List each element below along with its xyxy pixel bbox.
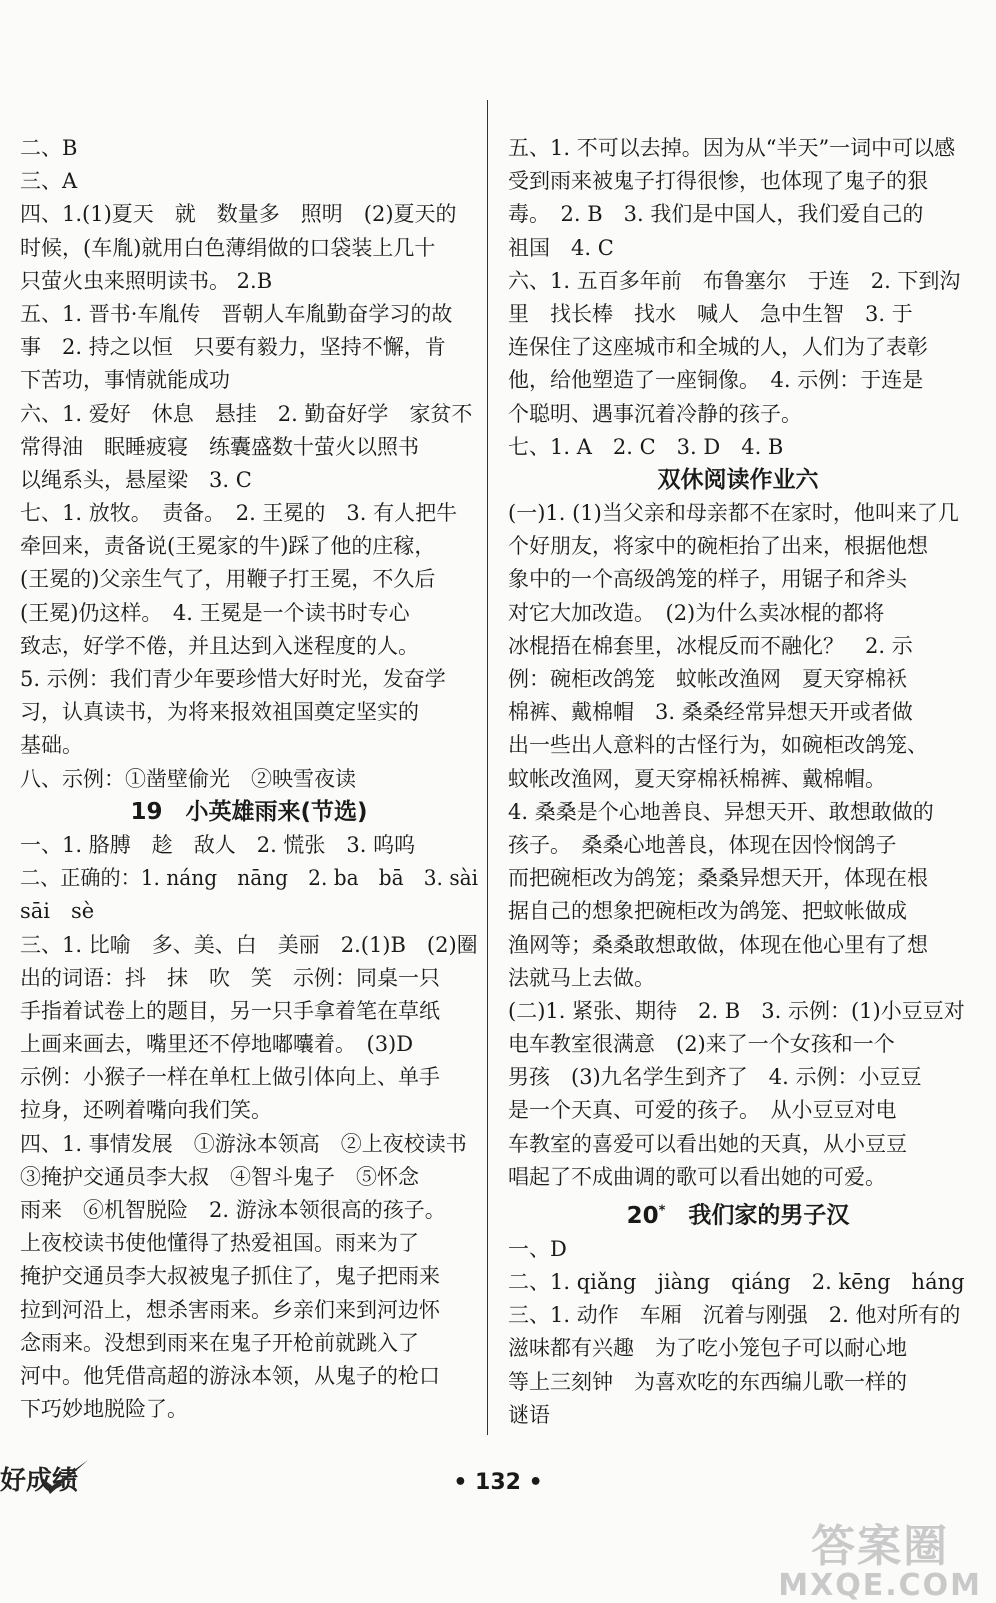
answer-line: 河中。他凭借高超的游泳本领，从鬼子的枪口 (20, 1363, 440, 1388)
answer-line: 唱起了不成曲调的歌可以看出她的可爱。 (508, 1164, 886, 1189)
answer-line: 四、1.(1)夏天 就 数量多 照明 (2)夏天的 (20, 202, 457, 227)
answer-line: 四、1. 事情发展 ①游泳本领高 ②上夜校读书 (20, 1131, 467, 1156)
answer-paragraph (20, 763, 478, 796)
answer-line: 受到雨来被鬼子打得很惨，也体现了鬼子的狠 (508, 169, 928, 194)
answer-line: 牵回来，责备说(王冕家的牛)踩了他的庄稼， (20, 534, 436, 559)
answer-line: (王冕)仍这样。 4. 王冕是一个读书时专心 (20, 600, 410, 625)
answer-line: 出的词语：抖 抹 吹 笑 示例：同桌一只 (20, 965, 440, 990)
answer-paragraph (508, 1233, 968, 1266)
answer-line: 车教室的喜爱可以看出她的天真，从小豆豆 (508, 1131, 907, 1156)
answer-line: 例：碗柜改鸽笼 蚊帐改渔网 夏天穿棉袄 (508, 667, 907, 692)
answer-line: 三、1. 动作 车厢 沉着与刚强 2. 他对所有的 (508, 1303, 961, 1328)
answer-paragraph (508, 431, 968, 464)
answer-line: 拉身，还咧着嘴向我们笑。 (20, 1098, 272, 1123)
answer-line: (二)1. 紧张、期待 2. B 3. 示例：(1)小豆豆对 (508, 998, 965, 1023)
answer-line: 他，给他塑造了一座铜像。 4. 示例：于连是 (508, 368, 924, 393)
watermark-title: 答案圈 (811, 1521, 950, 1572)
answer-line: 对它大加改造。 (2)为什么卖冰棍的都将 (508, 600, 885, 625)
answer-line: 致志，好学不倦，并且达到入迷程度的人。 (20, 633, 419, 658)
answer-line: 里 找长棒 找水 喊人 急中生智 3. 于 (508, 301, 913, 326)
answer-line: 4. 桑桑是个心地善良、异想天开、敢想敢做的 (508, 799, 934, 824)
answer-line: 二、1. qiǎng jiàng qiáng 2. kēng háng (508, 1270, 965, 1295)
answer-paragraph (20, 862, 478, 928)
answer-line: 下苦功，事情就能成功 (20, 368, 230, 393)
answer-paragraph (508, 497, 968, 995)
right-column (508, 132, 968, 1432)
answer-line: 等上三刻钟 为喜欢吃的东西编儿歌一样的 (508, 1369, 907, 1394)
answer-line: 八、示例：①凿壁偷光 ②映雪夜读 (20, 766, 356, 791)
answer-line: ③掩护交通员李大叔 ④智斗鬼子 ⑤怀念 (20, 1164, 419, 1189)
answer-line: 习，认真读书，为将来报效祖国奠定坚实的 (20, 700, 419, 725)
answer-line: 蚊帐改渔网，夏天穿棉袄棉裤、戴棉帽。 (508, 766, 886, 791)
answer-line: 据自己的想象把碗柜改为鸽笼、把蚊帐做成 (508, 899, 907, 924)
column-divider (487, 100, 488, 1435)
answer-line: 上夜校读书使他懂得了热爱祖国。雨来为了 (20, 1231, 419, 1256)
answer-line: 常得油 眠睡疲寝 练囊盛数十萤火以照书 (20, 434, 419, 459)
answer-line: 只萤火虫来照明读书。 2.B (20, 268, 273, 293)
answer-paragraph (508, 1299, 968, 1432)
answer-paragraph (20, 198, 478, 298)
answer-paragraph (508, 1266, 968, 1299)
answer-paragraph (20, 398, 478, 498)
answer-line: 上画来画去，嘴里还不停地嘟囔着。 (3)D (20, 1032, 414, 1057)
answer-paragraph (20, 165, 478, 198)
answer-line: 下巧妙地脱险了。 (20, 1397, 188, 1422)
answer-paragraph (20, 1128, 478, 1427)
answer-line: 二、正确的：1. náng nāng 2. ba bā 3. sài (20, 866, 479, 891)
answer-line: 冰棍捂在棉套里，冰棍反而不融化？ 2. 示 (508, 633, 913, 658)
answer-line: 法就马上去做。 (508, 965, 655, 990)
answer-line: 毒。 2. B 3. 我们是中国人，我们爱自己的 (508, 202, 924, 227)
answer-line: 七、1. A 2. C 3. D 4. B (508, 434, 784, 459)
section-number: 20* (626, 1202, 666, 1229)
answer-line: 七、1. 放牧。 责备。 2. 王冕的 3. 有人把牛 (20, 501, 458, 526)
answer-line: 三、1. 比喻 多、美、白 美丽 2.(1)B (2)圈 (20, 932, 478, 957)
answer-line: 滋味都有兴趣 为了吃小笼包子可以耐心地 (508, 1336, 907, 1361)
answer-line: 棉裤、戴棉帽 3. 桑桑经常异想天开或者做 (508, 700, 913, 725)
answer-paragraph (20, 132, 478, 165)
answer-line: 个好朋友，将家中的碗柜抬了出来，根据他想 (508, 534, 928, 559)
answer-line: 念雨来。没想到雨来在鬼子开枪前就跳入了 (20, 1330, 419, 1355)
section-title: 双休阅读作业六 (657, 466, 819, 493)
answer-line: 二、B (20, 136, 78, 160)
answer-line: 一、1. 胳膊 趁 敌人 2. 慌张 3. 呜呜 (20, 832, 416, 857)
answer-line: 六、1. 爱好 休息 悬挂 2. 勤奋好学 家贫不 (20, 401, 473, 426)
answer-line: 三、A (20, 169, 78, 194)
answer-line: sāi sè (20, 899, 95, 924)
watermark-url: MXQE.COM (778, 1568, 982, 1603)
answer-line: 一、D (508, 1236, 567, 1261)
answer-line: 雨来 ⑥机智脱险 2. 游泳本领很高的孩子。 (20, 1198, 446, 1223)
answer-line: 个聪明、遇事沉着冷静的孩子。 (508, 401, 802, 426)
answer-line: 孩子。 桑桑心地善良，体现在因怜悯鸽子 (508, 832, 897, 857)
answer-line: 五、1. 晋书·车胤传 晋朝人车胤勤奋学习的故 (20, 301, 453, 326)
answer-line: 象中的一个高级鸽笼的样子，用锯子和斧头 (508, 567, 907, 592)
answer-line: 以绳系头，悬屋梁 3. C (20, 467, 252, 492)
answer-line: 出一些出人意料的古怪行为，如碗柜改鸽笼、 (508, 733, 928, 758)
answer-line: 祖国 4. C (508, 235, 614, 260)
answer-line: 示例：小猴子一样在单杠上做引体向上、单手 (20, 1065, 440, 1090)
section-heading (20, 796, 478, 829)
answer-line: 拉到河沿上，想杀害雨来。乡亲们来到河边怀 (20, 1297, 440, 1322)
answer-line: 谜语 (508, 1402, 550, 1427)
answer-line: 而把碗柜改为鸽笼；桑桑异想天开，体现在根 (508, 866, 928, 891)
answer-line: 5. 示例：我们青少年要珍惜大好时光，发奋学 (20, 667, 446, 691)
section-heading (508, 464, 968, 497)
answer-paragraph (508, 132, 968, 265)
answer-line: 时候，(车胤)就用白色薄绢做的口袋装上几十 (20, 235, 436, 260)
answer-line: 电车教室很满意 (2)来了一个女孩和一个 (508, 1032, 895, 1057)
answer-paragraph (508, 995, 968, 1194)
answer-line: 五、1. 不可以去掉。因为从“半天”一词中可以感 (508, 136, 956, 160)
answer-line: (王冕的)父亲生气了，用鞭子打王冕，不久后 (20, 567, 436, 592)
answer-line: 基础。 (20, 733, 83, 758)
answer-line: (一)1. (1)当父亲和母亲都不在家时，他叫来了几 (508, 501, 959, 526)
answer-paragraph (20, 298, 478, 398)
answer-line: 连保住了这座城市和全城的人，人们为了表彰 (508, 335, 928, 360)
answer-paragraph (20, 497, 478, 763)
section-number: 19 (130, 798, 163, 825)
answer-line: 男孩 (3)九名学生到齐了 4. 示例：小豆豆 (508, 1065, 922, 1090)
answer-paragraph (20, 829, 478, 862)
answer-line: 事 2. 持之以恒 只要有毅力，坚持不懈，肯 (20, 335, 446, 360)
answer-paragraph (508, 265, 968, 431)
section-title: 我们家的男子汉 (688, 1202, 850, 1229)
watermark (778, 1510, 982, 1603)
page-number: • 132 • (453, 1470, 543, 1495)
answer-line: 掩护交通员李大叔被鬼子抓住了，鬼子把雨来 (20, 1264, 440, 1289)
answer-paragraph (20, 929, 478, 1128)
answer-line: 是一个天真、可爱的孩子。 从小豆豆对电 (508, 1098, 897, 1123)
brand-logo-text: 好成绩 (0, 1466, 79, 1496)
section-title: 小英雄雨来(节选) (185, 798, 368, 825)
answer-line: 手指着试卷上的题目，另一只手拿着笔在草纸 (20, 998, 440, 1023)
section-heading (508, 1194, 968, 1233)
answer-line: 六、1. 五百多年前 布鲁塞尔 于连 2. 下到沟 (508, 268, 961, 293)
answer-line: 渔网等；桑桑敢想敢做，体现在他心里有了想 (508, 932, 928, 957)
left-column (20, 132, 478, 1426)
